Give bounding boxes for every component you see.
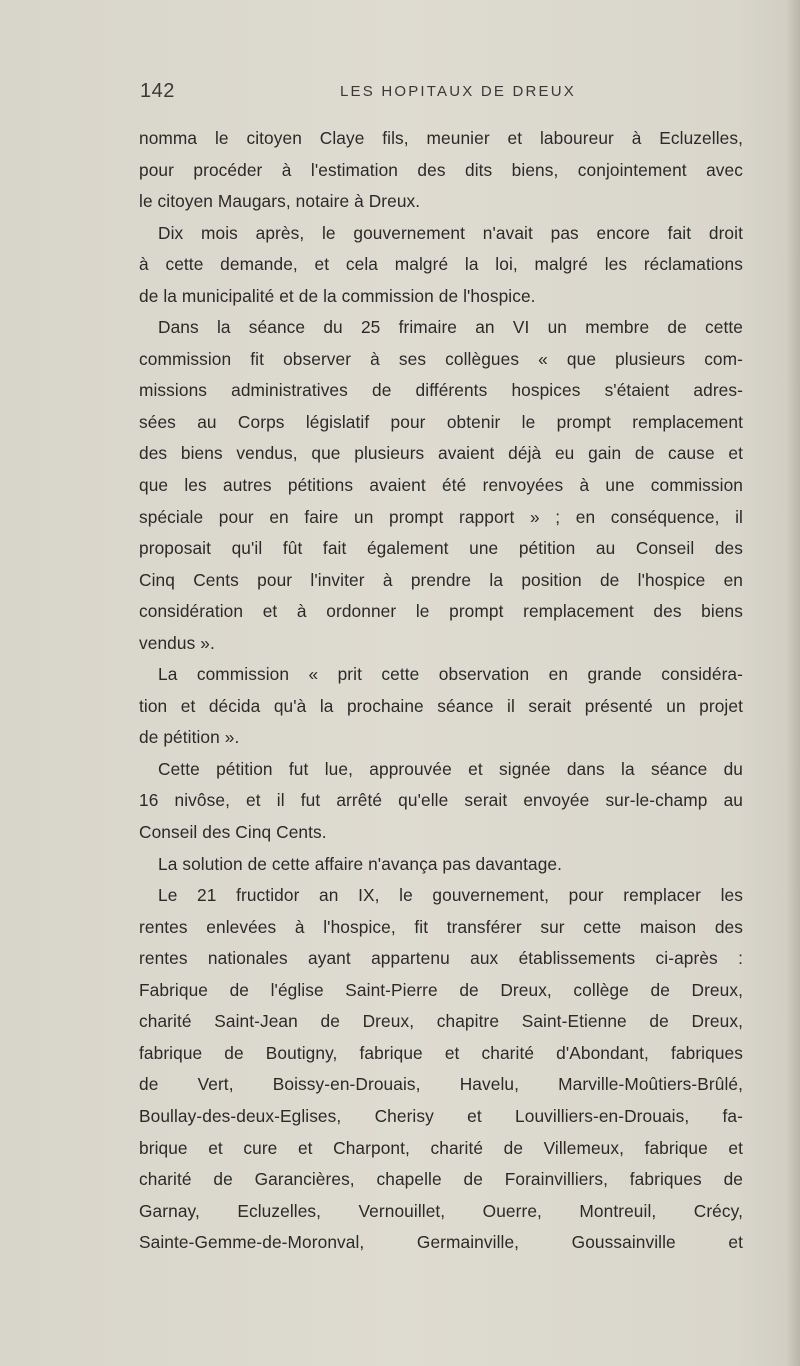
text-line: Sainte-Gemme-de-Moronval, Germainville, Goussainville et	[139, 1232, 743, 1253]
text-line: que les autres pétitions avaient été renvoyées à une commission	[139, 475, 743, 496]
text-line: de Vert, Boissy-en-Drouais, Havelu, Marville-Moûtiers-Brûlé,	[139, 1074, 743, 1095]
text-line: Cette pétition fut lue, approuvée et signée dans la séance du	[158, 758, 743, 779]
text-line: Fabrique de l'église Saint-Pierre de Dreux, collège de Dreux,	[139, 979, 743, 1000]
running-title: LES HOPITAUX DE DREUX	[340, 83, 576, 100]
text-line: commission fit observer à ses collègues « que plusieurs com-	[139, 348, 743, 369]
text-line: Conseil des Cinq Cents.	[139, 822, 327, 843]
text-line: vendus ».	[139, 632, 215, 653]
text-line: rentes enlevées à l'hospice, fit transférer sur cette maison des	[139, 916, 743, 937]
text-line: proposait qu'il fût fait également une pétition au Conseil des	[139, 538, 743, 559]
text-line: le citoyen Maugars, notaire à Dreux.	[139, 191, 421, 212]
page-edge-shadow	[786, 0, 800, 1366]
text-line: fabrique de Boutigny, fabrique et charité d'Abondant, fabriques	[139, 1042, 743, 1063]
text-line: missions administratives de différents hospices s'étaient adres-	[139, 380, 743, 401]
text-line: des biens vendus, que plusieurs avaient déjà eu gain de cause et	[139, 443, 743, 464]
text-line: brique et cure et Charpont, charité de Villemeux, fabrique et	[139, 1137, 743, 1158]
page-header	[140, 80, 740, 108]
text-line: 16 nivôse, et il fut arrêté qu'elle serait envoyée sur-le-champ au	[139, 790, 743, 811]
text-line: Boullay-des-deux-Eglises, Cherisy et Louvilliers-en-Drouais, fa-	[139, 1105, 743, 1126]
text-line: spéciale pour en faire un prompt rapport » ; en conséquence, il	[139, 506, 743, 527]
text-line: tion et décida qu'à la prochaine séance il serait présenté un projet	[139, 695, 743, 716]
text-line: de la municipalité et de la commission de l'hospice.	[139, 285, 536, 306]
page-number: 142	[140, 80, 175, 102]
text-line: sées au Corps législatif pour obtenir le prompt remplacement	[139, 411, 743, 432]
text-line: pour procéder à l'estimation des dits biens, conjointement avec	[139, 159, 743, 180]
text-line: Garnay, Ecluzelles, Vernouillet, Ouerre, Montreuil, Crécy,	[139, 1200, 743, 1221]
text-line: Cinq Cents pour l'inviter à prendre la position de l'hospice en	[139, 569, 743, 590]
text-line: Le 21 fructidor an IX, le gouvernement, pour remplacer les	[158, 885, 743, 906]
text-line: à cette demande, et cela malgré la loi, malgré les réclamations	[139, 254, 743, 275]
text-line: charité Saint-Jean de Dreux, chapitre Saint-Etienne de Dreux,	[139, 1011, 743, 1032]
text-line: de pétition ».	[139, 727, 240, 748]
text-line: Dans la séance du 25 frimaire an VI un membre de cette	[158, 317, 743, 338]
text-line: rentes nationales ayant appartenu aux établissements ci-après :	[139, 948, 743, 969]
text-line: Dix mois après, le gouvernement n'avait pas encore fait droit	[158, 222, 743, 243]
text-line: considération et à ordonner le prompt remplacement des biens	[139, 601, 743, 622]
text-line: charité de Garancières, chapelle de Forainvilliers, fabriques de	[139, 1169, 743, 1190]
text-line: La commission « prit cette observation en grande considéra-	[158, 664, 743, 685]
text-line: nomma le citoyen Claye fils, meunier et laboureur à Ecluzelles,	[139, 128, 743, 148]
body-text	[139, 123, 743, 1259]
text-line: La solution de cette affaire n'avança pas davantage.	[158, 853, 563, 874]
